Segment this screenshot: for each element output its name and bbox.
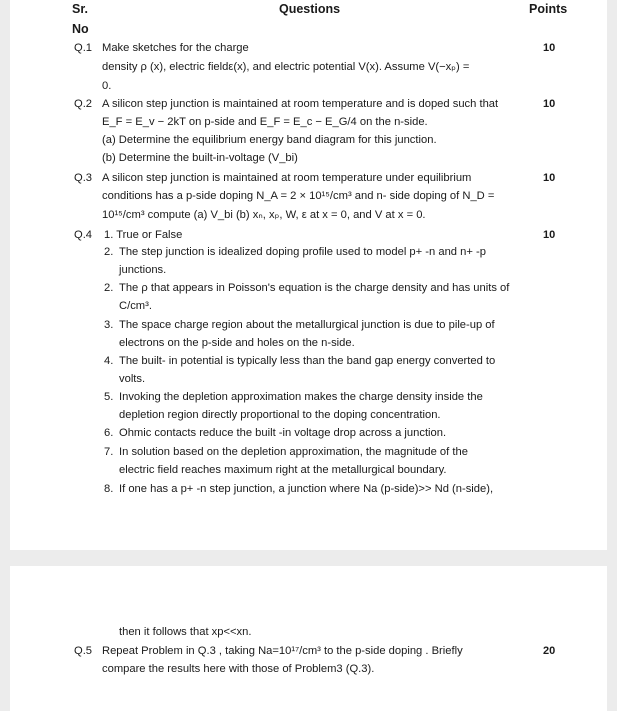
list-item-text: junctions. bbox=[119, 264, 167, 276]
question-text-line: density ρ (x), electric fieldε(x), and electric potential V(x). Assume V(−xₚ) = bbox=[102, 61, 470, 73]
question-number: Q.2 bbox=[74, 98, 93, 110]
question-number: Q.5 bbox=[74, 645, 93, 657]
list-item-number: 2. bbox=[104, 246, 114, 258]
question-text-line: conditions has a p-side doping N_A = 2 × 10¹⁵/cm³ and n- side doping of N_D = bbox=[102, 190, 495, 202]
list-item-text: electrons on the p-side and holes on the n-side. bbox=[119, 337, 355, 349]
list-item-text: electric field reaches maximum right at the metallurgical boundary. bbox=[119, 464, 447, 476]
question-text-line: compare the results here with those of Problem3 (Q.3). bbox=[102, 663, 375, 675]
header-points: Points bbox=[529, 2, 568, 16]
list-item-text: The built- in potential is typically less than the band gap energy converted to bbox=[119, 355, 496, 367]
list-item-number: 8. bbox=[104, 483, 114, 495]
list-item-continuation: then it follows that xp<<xn. bbox=[119, 626, 252, 638]
list-item-text: Invoking the depletion approximation makes the charge density inside the bbox=[119, 391, 483, 403]
list-item-text: The ρ that appears in Poisson's equation is the charge density and has units of bbox=[119, 282, 510, 294]
question-text-line: Make sketches for the charge bbox=[102, 42, 249, 54]
question-points: 10 bbox=[543, 172, 556, 184]
list-item-number: 2. bbox=[104, 282, 114, 294]
question-points: 20 bbox=[543, 645, 556, 657]
question-number: Q.1 bbox=[74, 42, 93, 54]
list-item-number: 6. bbox=[104, 427, 114, 439]
question-text-line: (b) Determine the built-in-voltage (V_bi) bbox=[102, 152, 298, 164]
question-text-line: 10¹⁵/cm³ compute (a) V_bi (b) xₙ, xₚ, W, ε at x = 0, and V at x = 0. bbox=[102, 209, 426, 221]
list-item-number: 5. bbox=[104, 391, 114, 403]
question-subtitle: 1. True or False bbox=[104, 229, 183, 241]
question-text-line: (a) Determine the equilibrium energy band diagram for this junction. bbox=[102, 134, 437, 146]
list-item-text: depletion region directly proportional to the doping concentration. bbox=[119, 409, 441, 421]
question-points: 10 bbox=[543, 42, 556, 54]
list-item-text: C/cm³. bbox=[119, 300, 152, 312]
document-page-2 bbox=[10, 566, 607, 711]
question-points: 10 bbox=[543, 98, 556, 110]
page-separator bbox=[0, 550, 617, 566]
question-number: Q.3 bbox=[74, 172, 93, 184]
list-item-text: volts. bbox=[119, 373, 146, 385]
list-item-number: 7. bbox=[104, 446, 114, 458]
question-text-line: Repeat Problem in Q.3 , taking Na=10¹⁷/cm³ to the p-side doping . Briefly bbox=[102, 645, 463, 657]
header-no: No bbox=[72, 22, 89, 36]
question-points: 10 bbox=[543, 229, 556, 241]
header-questions: Questions bbox=[279, 2, 341, 16]
question-text-line: 0. bbox=[102, 80, 112, 92]
list-item-text: The space charge region about the metallurgical junction is due to pile-up of bbox=[119, 319, 495, 331]
list-item-text: In solution based on the depletion approximation, the magnitude of the bbox=[119, 446, 468, 458]
question-text-line: A silicon step junction is maintained at room temperature and is doped such that bbox=[102, 98, 499, 110]
list-item-number: 3. bbox=[104, 319, 114, 331]
question-text-line: E_F = E_v − 2kT on p-side and E_F = E_c − E_G/4 on the n-side. bbox=[102, 116, 428, 128]
list-item-text: Ohmic contacts reduce the built -in voltage drop across a junction. bbox=[119, 427, 447, 439]
list-item-number: 4. bbox=[104, 355, 114, 367]
question-number: Q.4 bbox=[74, 229, 93, 241]
list-item-text: The step junction is idealized doping profile used to model p+ -n and n+ -p bbox=[119, 246, 486, 258]
question-text-line: A silicon step junction is maintained at room temperature under equilibrium bbox=[102, 172, 472, 184]
list-item-text: If one has a p+ -n step junction, a junction where Na (p-side)>> Nd (n-side), bbox=[119, 483, 494, 495]
header-sr: Sr. bbox=[72, 2, 88, 16]
